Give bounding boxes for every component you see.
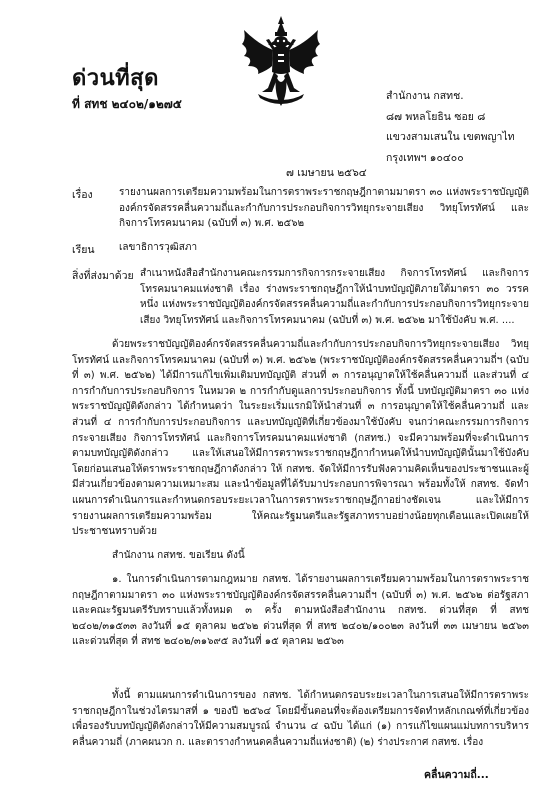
document-date: ๗ เมษายน ๒๕๖๔ — [286, 167, 367, 179]
continuation-marker: คลื่นความถี่... — [424, 769, 489, 781]
body-item-1: ๑. ในการดำเนินการตามกฎหมาย กสทช. ได้รายงานผลการเตรียมความพร้อมในการตราพระราชกฤษฎีกาตามมาตรา ๓๐ แห่งพระราชบัญญัติองค์กรจัดสรรคลื่นความถี่ฯ (ฉบับที่ ๓) พ.ศ. ๒๕๖๒ ต่อรัฐสภาและคณะรัฐมนตรีรับทราบแล้วทั้งหมด ๓ ครั้ง ตามหนังสือสำนักงาน กสทช. ด่วนที่สุด ที่ สทช ๒๔๐๒/๓๑๕๓๓ ลงวันที่ ๑๕ ตุลาคม ๒๕๖๒ ด่วนที่สุด ที่ สทช ๒๔๐๒/๑๐๐๒๓ ลงวันที่ ๓๓ เมษายน ๒๕๖๓ และด่วนที่สุด ที่ สทช ๒๔๐๒/๓๑๖๙๕ ลงวันที่ ๑๕ ตุลาคม ๒๕๖๓ — [72, 574, 529, 648]
attachment-label: สิ่งที่ส่งมาด้วย — [72, 270, 134, 282]
address-line-3: แขวงสามเสนใน เขตพญาไท — [386, 131, 515, 143]
body-intro: สำนักงาน กสทช. ขอเรียน ดังนี้ — [112, 550, 245, 561]
document-number: ที่ สทช ๒๔๐๒/๑๒๗๕ — [72, 97, 182, 111]
address-line-4: กรุงเทพฯ ๑๐๔๐๐ — [386, 151, 464, 164]
subject-text: รายงานผลการเตรียมความพร้อมในการตราพระราชกฤษฎีกาตามมาตรา ๓๐ แห่งพระราชบัญญัติองค์กรจัดสรรคลื่นความถี่และกำกับการประกอบกิจการวิทยุกระจายเสียง วิทยุโทรทัศน์ และกิจการโทรคมนาคม (ฉบับที่ ๓) พ.ศ. ๒๕๖๒ — [119, 187, 529, 230]
garuda-emblem-icon — [238, 14, 324, 110]
recipient-label: เรียน — [72, 244, 95, 256]
address-line-1: สำนักงาน กสทช. — [386, 90, 464, 102]
sender-address — [386, 86, 515, 168]
body-item-1-continuation: ทั้งนี้ ตามแผนการดำเนินการของ กสทช. ได้กำหนดกรอบระยะเวลาในการเสนอให้มีการตราพระราชกฤษฎีกาในช่วงไตรมาสที่ ๑ ของปี ๒๕๖๔ โดยมีขั้นตอนที่จะต้องเตรียมการจัดทำหลักเกณฑ์ที่เกี่ยวข้องเพื่อรองรับบทบัญญัติดังกล่าวให้มีความสมบูรณ์ จำนวน ๔ ฉบับ ได้แก่ (๑) การแก้ไขแผนแม่บทการบริหารคลื่นความถี่ (ภาคผนวก ก. และตารางกำหนดคลื่นความถี่แห่งชาติ) (๒) ร่างประกาศ กสทช. เรื่อง — [72, 690, 529, 748]
address-line-2: ๘๗ พหลโยธิน ซอย ๘ — [386, 110, 486, 123]
attachment-text: สำเนาหนังสือสำนักงานคณะกรรมการกิจการกระจายเสียง กิจการโทรทัศน์ และกิจการโทรคมนาคมแห่งชาติ เรื่อง ร่างพระราชกฤษฎีกาให้นำบทบัญญัติภายใต้มาตรา ๓๐ วรรคหนึ่ง แห่งพระราชบัญญัติองค์กรจัดสรรคลื่นความถี่และกำกับการประกอบกิจการวิทยุกระจายเสียง วิทยุโทรทัศน์ และกิจการโทรคมนาคม (ฉบับที่ ๓) พ.ศ. ๒๕๖๒ มาใช้บังคับ พ.ศ. .... — [140, 268, 529, 326]
subject-label: เรื่อง — [72, 189, 93, 201]
recipient-text: เลขาธิการวุฒิสภา — [119, 242, 198, 253]
urgency-heading: ด่วนที่สุด — [72, 66, 159, 91]
body-paragraph-1: ด้วยพระราชบัญญัติองค์กรจัดสรรคลื่นความถี่และกำกับการประกอบกิจการวิทยุกระจายเสียง วิทยุโทรทัศน์ และกิจการโทรคมนาคม (ฉบับที่ ๓) พ.ศ. ๒๕๖๒ (พระราชบัญญัติองค์กรจัดสรรคลื่นความถี่ฯ (ฉบับที่ ๓) พ.ศ. ๒๕๖๒) ได้มีการแก้ไขเพิ่มเติมบทบัญญัติ ส่วนที่ ๓ การอนุญาตให้ใช้คลื่นความถี่ และส่วนที่ ๔ การกำกับการประกอบกิจการ ในหมวด ๒ การกำกับดูแลการประกอบกิจการ ทั้งนี้ บทบัญญัติมาตรา ๓๐ แห่งพระราชบัญญัติดังกล่าว ได้กำหนดว่า ในระยะเริ่มแรกมิให้นำส่วนที่ ๓ การอนุญาตให้ใช้คลื่นความถี่ และส่วนที่ ๔ การกำกับการประกอบกิจการ และบทบัญญัติที่เกี่ยวข้องมาใช้บังคับ จนกว่าคณะกรรมการกิจการกระจายเสียง กิจการโทรทัศน์ และกิจการโทรคมนาคมแห่งชาติ (กสทช.) จะมีความพร้อมที่จะดำเนินการตามบทบัญญัติดังกล่าว และให้เสนอให้มีการตราพระราชกฤษฎีกากำหนดให้นำบทบัญญัตินั้นมาใช้บังคับ โดยก่อนเสนอให้ตราพระราชกฤษฎีกาดังกล่าว ให้ กสทช. จัดให้มีการรับฟังความคิดเห็นของประชาชนและผู้มีส่วนเกี่ยวข้องตามความเหมาะสม และนำข้อมูลที่ได้รับมาประกอบการพิจารณา พร้อมทั้งให้ กสทช. จัดทำแผนการดำเนินการและกำหนดกรอบระยะเวลาในการตราพระราชกฤษฎีกาอย่างชัดเจน และให้มีการรายงานผลการเตรียมความพร้อม ให้คณะรัฐมนตรีและรัฐสภาทราบอย่างน้อยทุกเดือนและเปิดเผยให้ประชาชนทราบด้วย — [72, 339, 529, 538]
